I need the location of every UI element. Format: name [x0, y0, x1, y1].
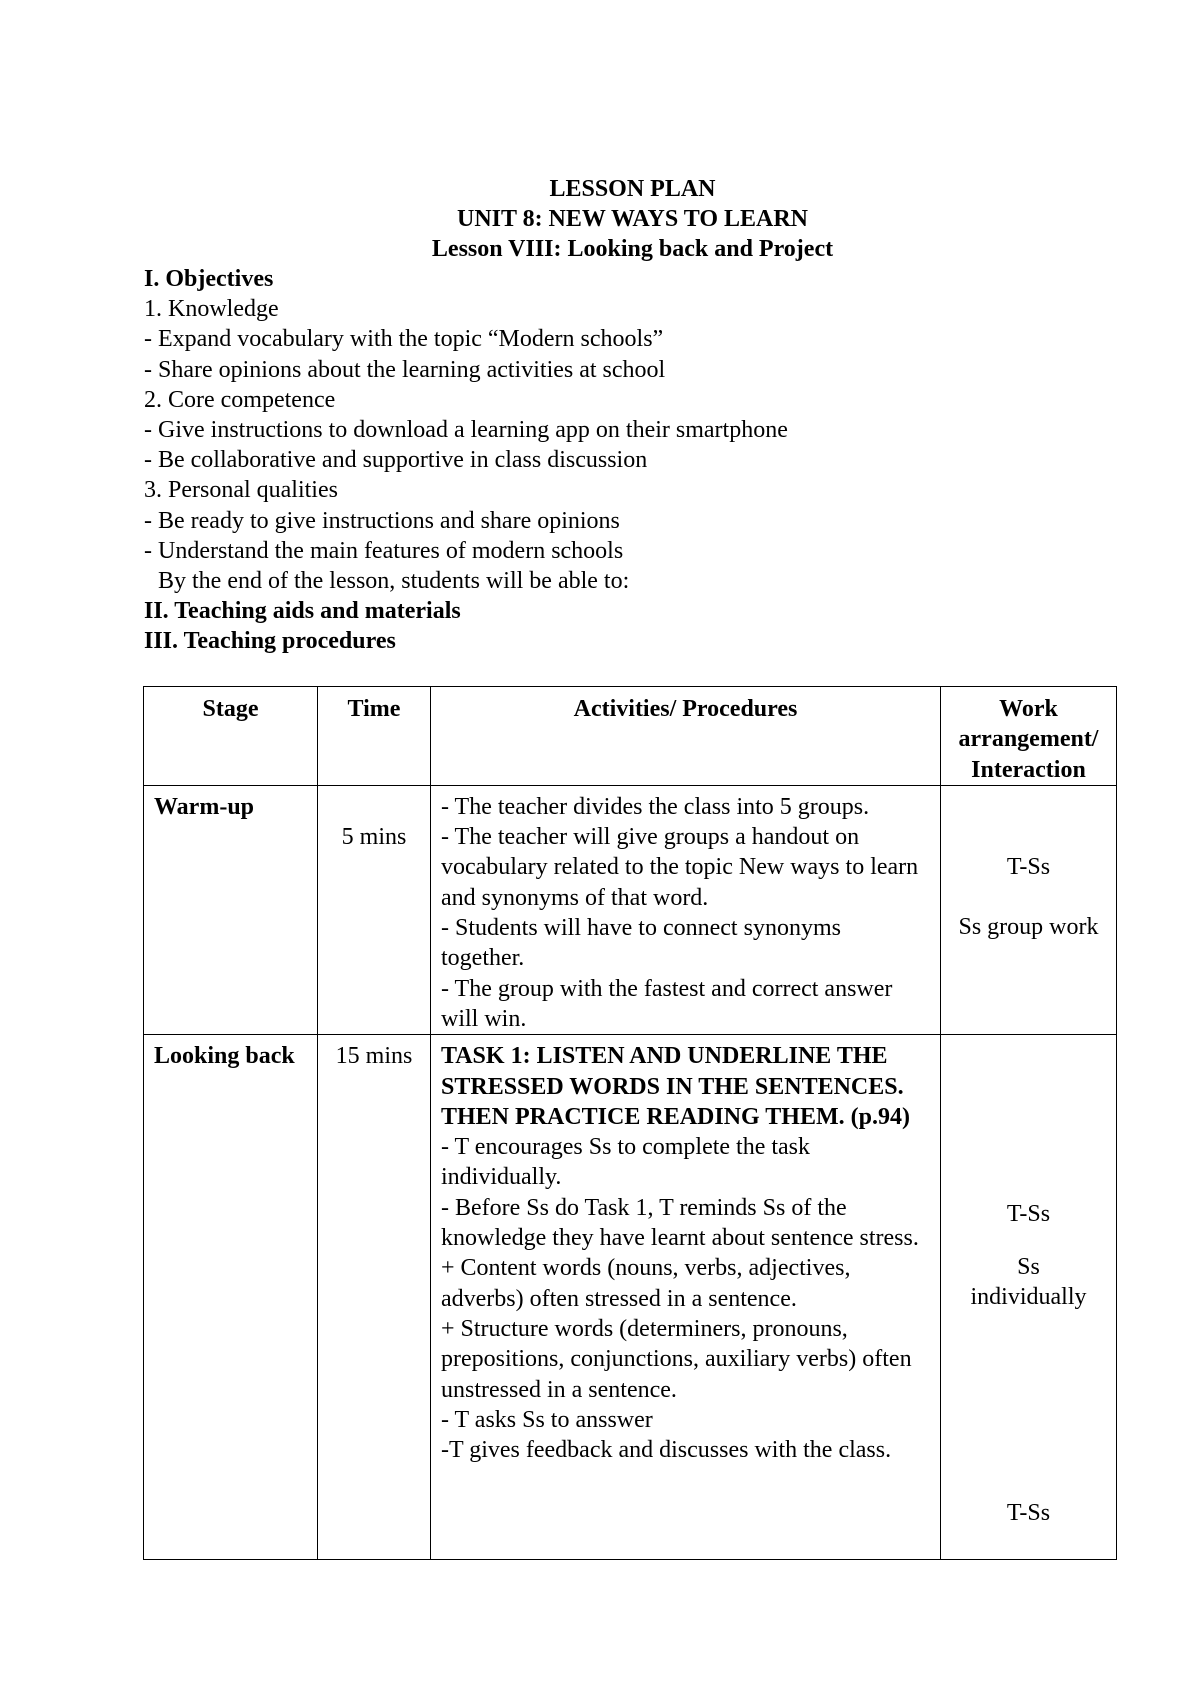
document-title: LESSON PLAN: [549, 176, 716, 202]
activity-line: - The teacher will give groups a handout on vocabulary related to the topic New ways to learn and synonyms of that word.: [441, 824, 919, 911]
knowledge-heading: 1. Knowledge: [144, 296, 279, 323]
work-value: T-Ss: [1006, 853, 1051, 880]
procedures-heading: III. Teaching procedures: [144, 628, 396, 655]
activities-cell: [431, 1035, 941, 1560]
qualities-item: - Be ready to give instructions and share opinions: [144, 507, 620, 534]
qualities-heading: 3. Personal qualities: [144, 477, 338, 504]
work-value: Ss individually: [970, 1253, 1087, 1310]
activity-line: - The group with the fastest and correct answer will win.: [441, 975, 893, 1032]
work-value: Ss group work: [958, 914, 1099, 941]
header-work-line: arrangement/: [958, 726, 1099, 753]
activity-line: + Structure words (determiners, pronouns, prepositions, conjunctions, auxiliary verbs) often unstressed in a sentence.: [441, 1315, 912, 1403]
competence-item: - Give instructions to download a learning app on their smartphone: [144, 417, 788, 444]
lesson-title: Lesson VIII: Looking back and Project: [431, 236, 834, 262]
stage-cell: Warm-up: [144, 785, 318, 1034]
activity-line: - The teacher divides the class into 5 groups.: [441, 793, 870, 820]
header-work-line: Interaction: [971, 756, 1086, 783]
table-row: [144, 785, 1117, 1034]
task-title: TASK 1: LISTEN AND UNDERLINE THE STRESSED WORDS IN THE SENTENCES. THEN PRACTICE READING THEM. (p.94): [441, 1043, 910, 1130]
header-time: Time: [318, 687, 431, 786]
objectives-section: [144, 264, 1144, 657]
activity-line: - T asks Ss to ansswer: [441, 1406, 653, 1433]
work-cell: [941, 1035, 1117, 1560]
knowledge-item: - Expand vocabulary with the topic “Modern schools”: [144, 326, 664, 353]
time-cell: [318, 785, 431, 1034]
header-stage: Stage: [144, 687, 318, 786]
competence-heading: 2. Core competence: [144, 386, 336, 413]
unit-title: UNIT 8: NEW WAYS TO LEARN: [456, 206, 808, 232]
competence-item: - Be collaborative and supportive in class discussion: [144, 447, 648, 474]
header-activities: Activities/ Procedures: [431, 687, 941, 786]
objectives-closing: By the end of the lesson, students will be able to:: [158, 568, 630, 595]
knowledge-item: - Share opinions about the learning activities at school: [144, 356, 666, 383]
header-work: [941, 687, 1117, 786]
work-value: T-Ss: [1006, 1201, 1051, 1228]
aids-heading: II. Teaching aids and materials: [144, 598, 461, 625]
activity-line: - Students will have to connect synonyms together.: [441, 915, 841, 972]
qualities-item: - Understand the main features of modern schools: [144, 537, 624, 564]
activity-line: - T encourages Ss to complete the task individually.: [441, 1134, 811, 1191]
activities-cell: [431, 785, 941, 1034]
time-cell: 15 mins: [318, 1035, 431, 1560]
work-value: T-Ss: [1006, 1500, 1051, 1527]
work-cell: [941, 785, 1117, 1034]
objectives-heading: I. Objectives: [144, 266, 274, 292]
activity-line: -T gives feedback and discusses with the class.: [441, 1437, 892, 1464]
table-row: [144, 1035, 1117, 1560]
activity-line: - Before Ss do Task 1, T reminds Ss of the knowledge they have learnt about sentence stress.: [441, 1194, 919, 1252]
stage-cell: Looking back: [144, 1035, 318, 1560]
activity-line: + Content words (nouns, verbs, adjectives, adverbs) often stressed in a sentence.: [441, 1255, 851, 1312]
procedures-table: [143, 686, 1117, 1560]
document-header: [0, 174, 1200, 264]
header-work-line: Work: [999, 696, 1058, 722]
time-value: 5 mins: [341, 823, 407, 850]
table-header-row: [144, 687, 1117, 786]
